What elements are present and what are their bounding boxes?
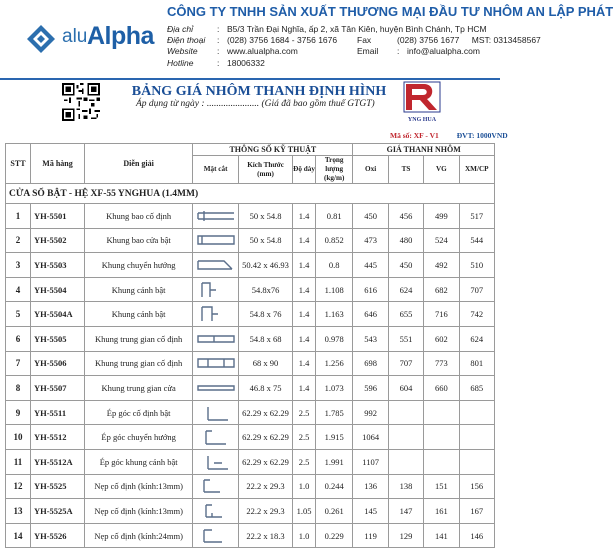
table-row <box>6 204 495 229</box>
row-price-oxi: 1064 <box>353 425 388 450</box>
row-price-oxi: 616 <box>353 277 388 302</box>
row-do-day: 1.4 <box>293 253 316 278</box>
logo-alpha-text: Alpha <box>87 22 154 50</box>
yng-hua-text: YNG HUA <box>407 117 437 123</box>
row-price-xm: 167 <box>459 499 494 524</box>
row-price-xm: 156 <box>459 474 494 499</box>
row-kich-thuoc: 54.8x76 <box>239 277 293 302</box>
row-mat-cat <box>193 228 239 253</box>
yng-hua-logo-icon <box>402 80 442 124</box>
row-do-day: 1.4 <box>293 302 316 327</box>
hotline-row: Hotline : 18006332 <box>167 57 265 68</box>
row-price-ts: 450 <box>388 253 423 278</box>
profile-cross-section-icon <box>194 453 238 471</box>
row-price-oxi: 119 <box>353 523 388 548</box>
row-kich-thuoc: 22.2 x 29.3 <box>239 499 293 524</box>
profile-cross-section-icon <box>194 477 238 495</box>
row-stt: 9 <box>6 400 31 425</box>
row-kich-thuoc: 22.2 x 29.3 <box>239 474 293 499</box>
row-price-vg <box>424 449 459 474</box>
row-stt: 3 <box>6 253 31 278</box>
hotline-label: Hotline <box>167 57 194 68</box>
row-stt: 8 <box>6 376 31 401</box>
unit-label: ĐVT: 1000VND <box>456 131 508 140</box>
company-info <box>167 24 541 69</box>
row-do-day: 1.0 <box>293 474 316 499</box>
row-ma-hang: YH-5511 <box>30 400 84 425</box>
company-header <box>0 0 613 78</box>
row-price-vg: 492 <box>424 253 459 278</box>
row-trong-luong: 0.852 <box>315 228 352 253</box>
row-trong-luong: 1.108 <box>315 277 352 302</box>
row-ma-hang: YH-5512A <box>30 449 84 474</box>
row-dien-giai: Nẹp cố định (kính:13mm) <box>85 499 193 524</box>
row-dien-giai: Ép góc cố định bật <box>85 400 193 425</box>
document-code-value: Mã số: XF - V1 <box>390 131 439 140</box>
profile-cross-section-icon <box>194 354 238 372</box>
row-dien-giai: Nẹp cố định (kính:13mm) <box>85 474 193 499</box>
row-do-day: 1.4 <box>293 228 316 253</box>
row-price-vg: 161 <box>424 499 459 524</box>
row-price-vg: 499 <box>424 204 459 229</box>
header-kich-thuoc: Kích Thước (mm) <box>239 156 293 184</box>
row-do-day: 1.4 <box>293 204 316 229</box>
row-mat-cat <box>193 376 239 401</box>
row-mat-cat <box>193 425 239 450</box>
row-price-vg <box>424 425 459 450</box>
row-ma-hang: YH-5502 <box>30 228 84 253</box>
row-dien-giai: Khung bao cố định <box>85 204 193 229</box>
header-thong-so: THÔNG SỐ KỸ THUẬT <box>193 144 353 156</box>
row-trong-luong: 1.991 <box>315 449 352 474</box>
row-mat-cat <box>193 499 239 524</box>
row-price-xm: 801 <box>459 351 494 376</box>
email-label: Email <box>357 46 379 57</box>
row-price-xm <box>459 449 494 474</box>
row-price-ts: 138 <box>388 474 423 499</box>
document-title: BẢNG GIÁ NHÔM THANH ĐỊNH HÌNH <box>131 84 387 99</box>
row-trong-luong: 0.244 <box>315 474 352 499</box>
table-row <box>6 228 495 253</box>
row-kich-thuoc: 22.2 x 18.3 <box>239 523 293 548</box>
row-stt: 14 <box>6 523 31 548</box>
price-table <box>5 143 495 548</box>
row-price-ts: 655 <box>388 302 423 327</box>
row-do-day: 1.4 <box>293 326 316 351</box>
row-stt: 12 <box>6 474 31 499</box>
row-price-xm: 742 <box>459 302 494 327</box>
row-dien-giai: Khung chuyển hướng <box>85 253 193 278</box>
row-do-day: 1.0 <box>293 523 316 548</box>
row-price-ts: 147 <box>388 499 423 524</box>
row-kich-thuoc: 68 x 90 <box>239 351 293 376</box>
row-stt: 10 <box>6 425 31 450</box>
row-price-xm: 624 <box>459 326 494 351</box>
row-mat-cat <box>193 351 239 376</box>
address-label: Địa chỉ <box>167 24 193 34</box>
row-kich-thuoc: 62.29 x 62.29 <box>239 425 293 450</box>
row-price-oxi: 698 <box>353 351 388 376</box>
table-row <box>6 326 495 351</box>
row-stt: 6 <box>6 326 31 351</box>
row-price-oxi: 445 <box>353 253 388 278</box>
row-trong-luong: 1.073 <box>315 376 352 401</box>
header-do-day: Độ dày <box>293 156 316 184</box>
table-row <box>6 376 495 401</box>
row-do-day: 1.4 <box>293 277 316 302</box>
row-price-vg: 141 <box>424 523 459 548</box>
row-trong-luong: 0.978 <box>315 326 352 351</box>
row-mat-cat <box>193 302 239 327</box>
row-do-day: 2.5 <box>293 400 316 425</box>
row-mat-cat <box>193 449 239 474</box>
row-do-day: 1.4 <box>293 351 316 376</box>
row-price-xm: 707 <box>459 277 494 302</box>
row-ma-hang: YH-5505 <box>30 326 84 351</box>
phone-value: (028) 3756 1684 - 3756 1676 <box>227 35 338 46</box>
row-dien-giai: Khung cánh bật <box>85 277 193 302</box>
row-price-xm: 517 <box>459 204 494 229</box>
row-do-day: 2.5 <box>293 449 316 474</box>
header-oxi: Oxi <box>353 156 388 184</box>
row-price-oxi: 136 <box>353 474 388 499</box>
table-row <box>6 277 495 302</box>
row-price-oxi: 543 <box>353 326 388 351</box>
row-do-day: 2.5 <box>293 425 316 450</box>
row-trong-luong: 0.261 <box>315 499 352 524</box>
profile-cross-section-icon <box>194 404 238 422</box>
qr-code-icon <box>62 83 100 121</box>
row-price-xm: 146 <box>459 523 494 548</box>
row-kich-thuoc: 54.8 x 76 <box>239 302 293 327</box>
table-row <box>6 449 495 474</box>
row-price-xm <box>459 425 494 450</box>
row-price-ts <box>388 400 423 425</box>
row-stt: 11 <box>6 449 31 474</box>
website-row: Website : www.alualpha.com Email : info@alualpha.com <box>167 46 480 57</box>
row-price-ts: 604 <box>388 376 423 401</box>
row-mat-cat <box>193 474 239 499</box>
row-trong-luong: 1.785 <box>315 400 352 425</box>
row-price-xm: 544 <box>459 228 494 253</box>
row-ma-hang: YH-5512 <box>30 425 84 450</box>
row-mat-cat <box>193 326 239 351</box>
table-row <box>6 474 495 499</box>
row-kich-thuoc: 54.8 x 68 <box>239 326 293 351</box>
fax-value: (028) 3756 1677 <box>397 35 460 46</box>
row-price-oxi: 145 <box>353 499 388 524</box>
table-row <box>6 400 495 425</box>
header-ts: TS <box>388 156 423 184</box>
row-ma-hang: YH-5525 <box>30 474 84 499</box>
profile-cross-section-icon <box>194 502 238 520</box>
section-title: CỬA SỔ BẬT - HỆ XF-55 YNGHUA (1.4MM) <box>6 184 495 204</box>
website-label: Website <box>167 46 198 57</box>
fax-label: Fax <box>357 35 372 46</box>
alualpha-logo-icon <box>26 24 56 54</box>
row-price-xm: 510 <box>459 253 494 278</box>
row-price-oxi: 450 <box>353 204 388 229</box>
row-ma-hang: YH-5525A <box>30 499 84 524</box>
row-price-vg: 682 <box>424 277 459 302</box>
header-xm: XM/CP <box>459 156 494 184</box>
email-link[interactable]: info@alualpha.com <box>407 46 480 57</box>
row-price-vg: 660 <box>424 376 459 401</box>
phone-row: Điện thoại : (028) 3756 1684 - 3756 1676 Fax (028) 3756 1677 MST: 0313458567 <box>167 35 541 46</box>
table-row <box>6 351 495 376</box>
row-dien-giai: Ép góc khung cánh bật <box>85 449 193 474</box>
hotline-value: 18006332 <box>227 57 265 68</box>
row-price-vg: 602 <box>424 326 459 351</box>
row-kich-thuoc: 50 x 54.8 <box>239 204 293 229</box>
row-price-vg: 151 <box>424 474 459 499</box>
header-vg: VG <box>424 156 459 184</box>
profile-cross-section-icon <box>194 527 238 545</box>
row-ma-hang: YH-5501 <box>30 204 84 229</box>
row-price-vg: 524 <box>424 228 459 253</box>
row-price-xm <box>459 400 494 425</box>
row-ma-hang: YH-5504A <box>30 302 84 327</box>
profile-cross-section-icon <box>194 207 238 225</box>
row-ma-hang: YH-5503 <box>30 253 84 278</box>
row-ma-hang: YH-5506 <box>30 351 84 376</box>
website-link[interactable]: www.alualpha.com <box>227 46 298 57</box>
profile-cross-section-icon <box>194 305 238 323</box>
table-row <box>6 302 495 327</box>
row-stt: 5 <box>6 302 31 327</box>
header-gia: GIÁ THANH NHÔM <box>353 144 495 156</box>
row-price-ts: 480 <box>388 228 423 253</box>
profile-cross-section-icon <box>194 231 238 249</box>
row-price-ts <box>388 449 423 474</box>
row-dien-giai: Nẹp cố định (kính:24mm) <box>85 523 193 548</box>
row-stt: 1 <box>6 204 31 229</box>
row-ma-hang: YH-5526 <box>30 523 84 548</box>
row-price-oxi: 473 <box>353 228 388 253</box>
row-price-ts: 129 <box>388 523 423 548</box>
row-price-vg <box>424 400 459 425</box>
header-ma-hang: Mã hàng <box>30 144 84 184</box>
row-dien-giai: Khung trung gian cố định <box>85 351 193 376</box>
company-name: CÔNG TY TNHH SẢN XUẤT THƯƠNG MẠI ĐẦU TƯ NHÔM AN LẬP PHÁT <box>167 4 613 19</box>
row-mat-cat <box>193 253 239 278</box>
row-stt: 2 <box>6 228 31 253</box>
profile-cross-section-icon <box>194 428 238 446</box>
row-dien-giai: Khung trung gian cửa <box>85 376 193 401</box>
profile-cross-section-icon <box>194 330 238 348</box>
row-ma-hang: YH-5507 <box>30 376 84 401</box>
row-kich-thuoc: 50.42 x 46.93 <box>239 253 293 278</box>
row-trong-luong: 1.163 <box>315 302 352 327</box>
address-row: Địa chỉ : B5/3 Trần Đại Nghĩa, ấp 2, xã Tân Kiên, huyện Bình Chánh, Tp HCM <box>167 24 487 34</box>
row-price-oxi: 596 <box>353 376 388 401</box>
row-price-ts <box>388 425 423 450</box>
row-price-oxi: 992 <box>353 400 388 425</box>
table-row <box>6 425 495 450</box>
profile-cross-section-icon <box>194 281 238 299</box>
row-stt: 13 <box>6 499 31 524</box>
row-dien-giai: Khung cánh bật <box>85 302 193 327</box>
row-stt: 7 <box>6 351 31 376</box>
row-price-ts: 707 <box>388 351 423 376</box>
table-row <box>6 523 495 548</box>
row-trong-luong: 0.8 <box>315 253 352 278</box>
row-trong-luong: 1.915 <box>315 425 352 450</box>
row-kich-thuoc: 62.29 x 62.29 <box>239 400 293 425</box>
row-do-day: 1.4 <box>293 376 316 401</box>
logo-alu-text: alu <box>62 26 88 47</box>
profile-cross-section-icon <box>194 379 238 397</box>
header-mat-cat: Mặt cắt <box>193 156 239 184</box>
row-trong-luong: 1.256 <box>315 351 352 376</box>
row-price-ts: 456 <box>388 204 423 229</box>
row-dien-giai: Khung trung gian cố định <box>85 326 193 351</box>
phone-label: Điện thoại <box>167 35 206 46</box>
header-dien-giai: Diễn giải <box>85 144 193 184</box>
row-kich-thuoc: 46.8 x 75 <box>239 376 293 401</box>
row-trong-luong: 0.229 <box>315 523 352 548</box>
mst-label: MST <box>471 35 489 46</box>
row-do-day: 1.05 <box>293 499 316 524</box>
row-price-oxi: 1107 <box>353 449 388 474</box>
row-dien-giai: Khung bao cửa bật <box>85 228 193 253</box>
header-trong-luong: Trọng lượng (kg/m) <box>315 156 352 184</box>
row-price-ts: 624 <box>388 277 423 302</box>
row-price-oxi: 646 <box>353 302 388 327</box>
header-stt: STT <box>6 144 31 184</box>
row-kich-thuoc: 50 x 54.8 <box>239 228 293 253</box>
row-trong-luong: 0.81 <box>315 204 352 229</box>
row-dien-giai: Ép góc chuyển hướng <box>85 425 193 450</box>
row-price-xm: 685 <box>459 376 494 401</box>
document-code <box>390 131 508 140</box>
mst-value: 0313458567 <box>493 35 541 46</box>
profile-cross-section-icon <box>194 256 238 274</box>
row-price-vg: 773 <box>424 351 459 376</box>
row-mat-cat <box>193 400 239 425</box>
row-mat-cat <box>193 204 239 229</box>
row-mat-cat <box>193 277 239 302</box>
row-price-ts: 551 <box>388 326 423 351</box>
row-price-vg: 716 <box>424 302 459 327</box>
table-row <box>6 499 495 524</box>
document-subtitle: Áp dụng từ ngày : ...................... (Giá đã bao gồm thuế GTGT) <box>136 99 375 109</box>
row-kich-thuoc: 62.29 x 62.29 <box>239 449 293 474</box>
row-stt: 4 <box>6 277 31 302</box>
table-row <box>6 253 495 278</box>
row-ma-hang: YH-5504 <box>30 277 84 302</box>
row-mat-cat <box>193 523 239 548</box>
address-value: B5/3 Trần Đại Nghĩa, ấp 2, xã Tân Kiên, huyện Bình Chánh, Tp HCM <box>227 24 487 34</box>
